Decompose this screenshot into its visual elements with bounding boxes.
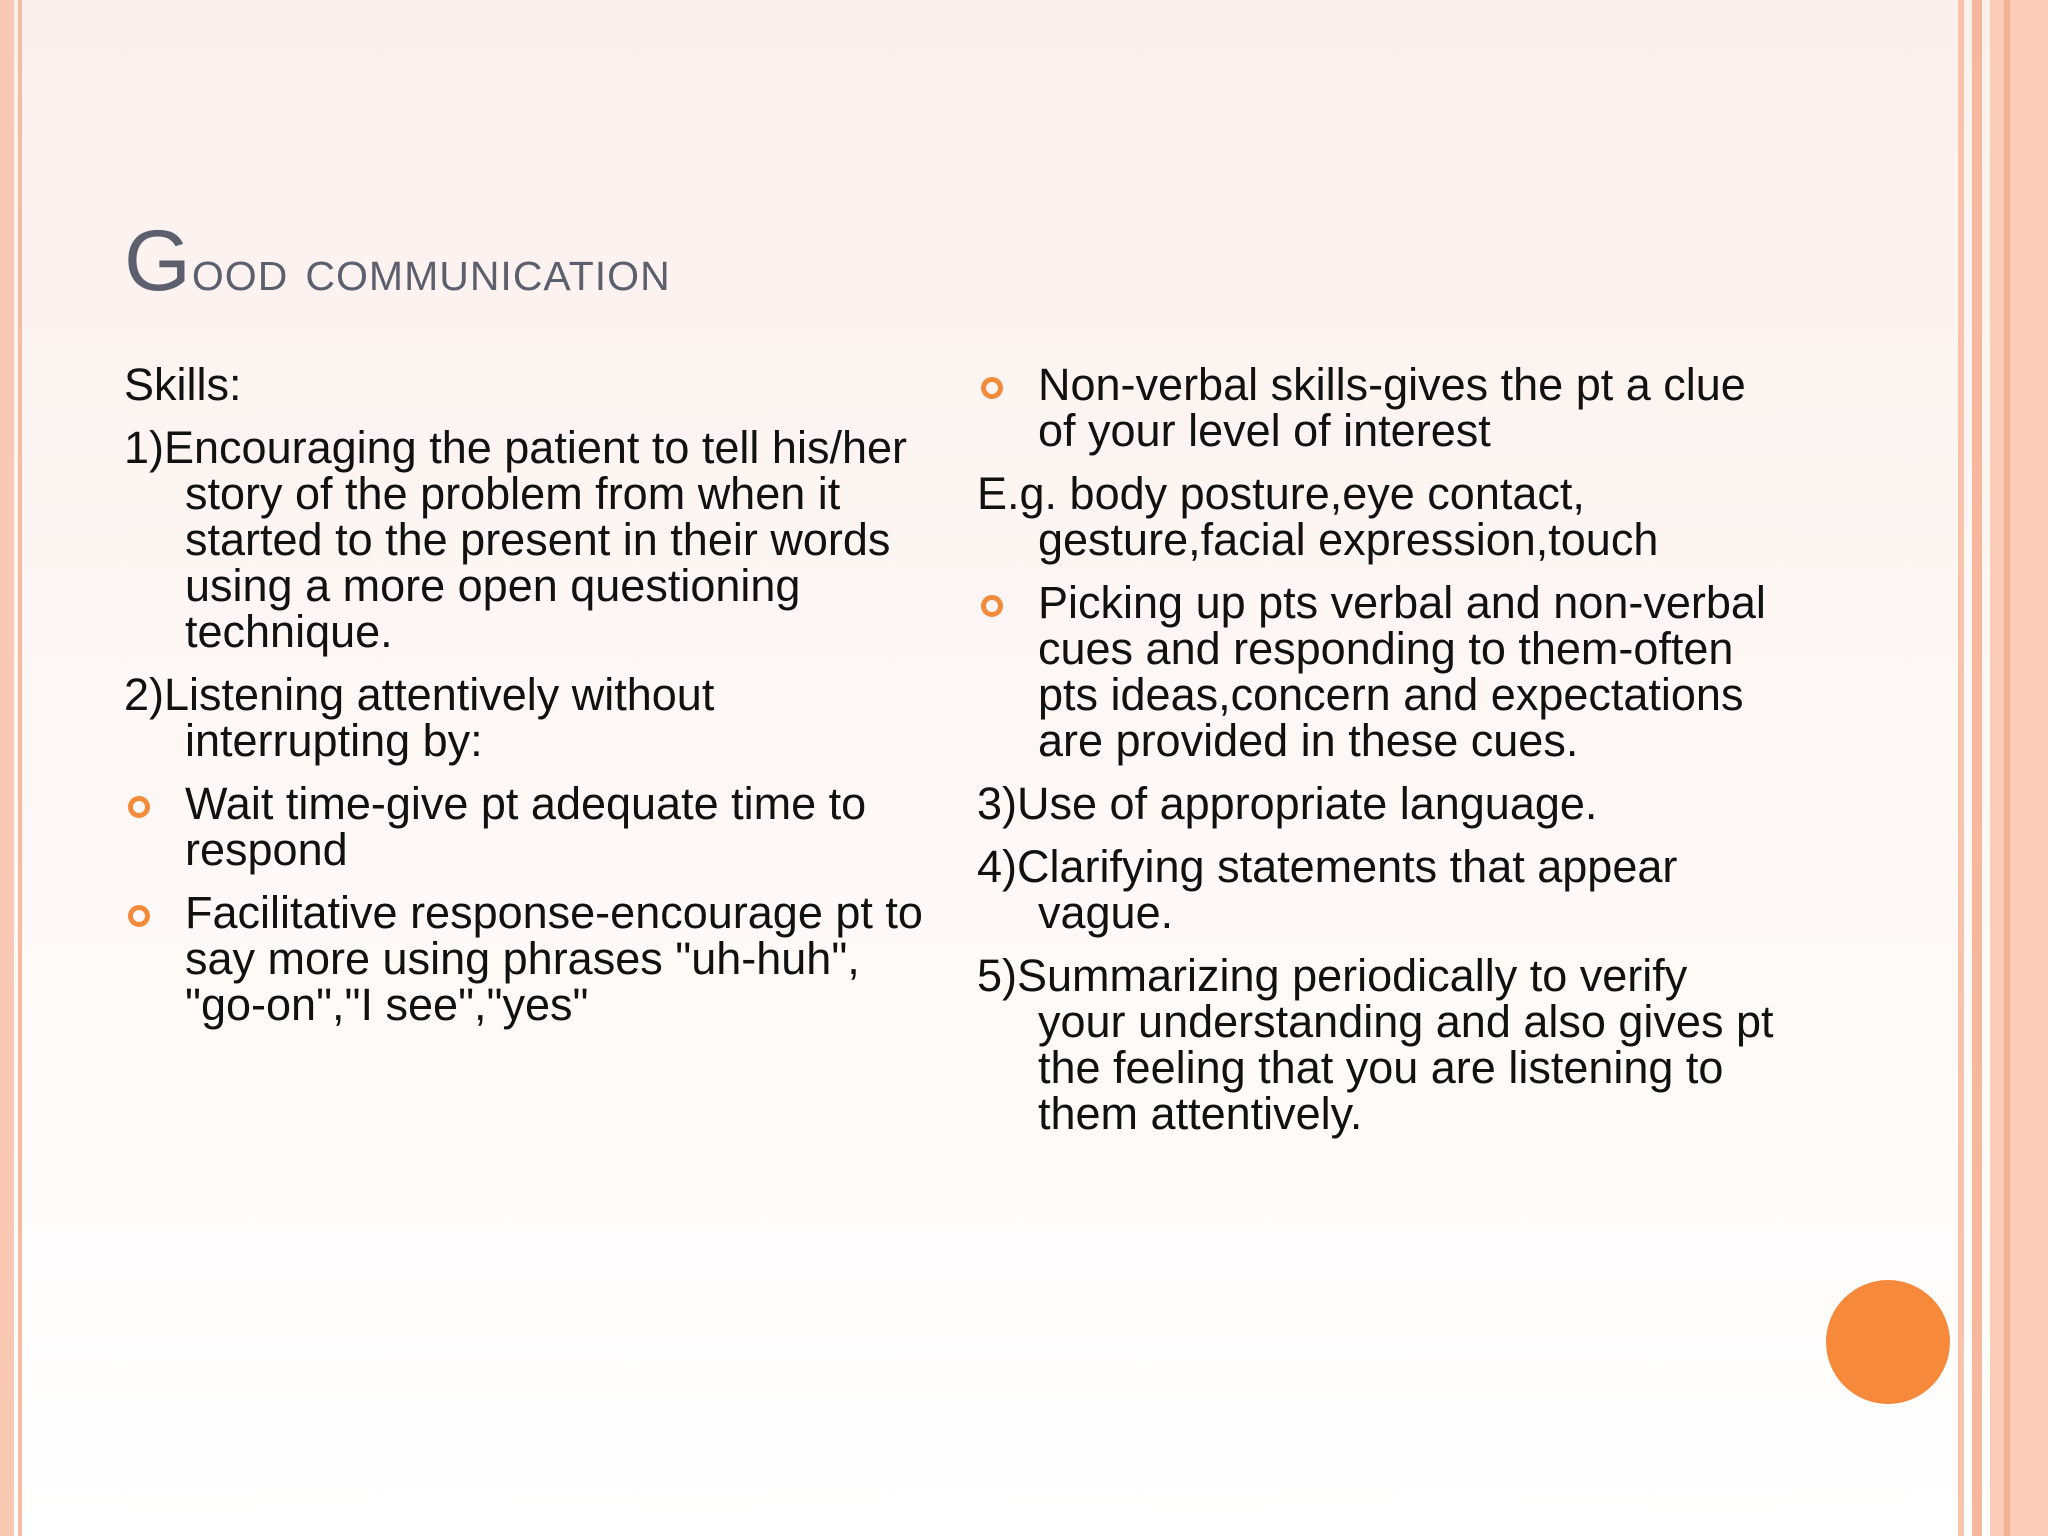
slide-title-initial: G <box>124 213 192 309</box>
right-border-stripe-accent <box>2004 0 2010 1536</box>
right-border-stripe <box>1972 0 1982 1536</box>
bullet-ring-icon <box>128 796 150 818</box>
bullet-text: Wait time-give pt adequate time to respond <box>185 778 867 875</box>
skills-label: Skills: <box>124 359 242 410</box>
bullet-item <box>977 577 1777 766</box>
bullet-text: Non-verbal skills-gives the pt a clue of your level of interest <box>1038 359 1746 456</box>
slide-title <box>124 212 671 311</box>
right-column <box>977 359 1777 1154</box>
example-text: E.g. body posture,eye contact, gesture,facial expression,touch <box>977 468 1659 565</box>
bullet-ring-icon <box>981 377 1003 399</box>
bullet-ring-icon <box>981 595 1003 617</box>
bullet-text: Facilitative response-encourage pt to say more using phrases "uh-huh", "go-on","I see","yes" <box>185 887 923 1030</box>
bullet-item <box>124 887 924 1030</box>
slide-title-rest: ood communication <box>191 238 671 303</box>
bullet-ring-icon <box>128 905 150 927</box>
skill-item-2: 2)Listening attentively without interrupting by: <box>124 669 715 766</box>
bullet-item <box>977 359 1777 456</box>
skill-item-1: 1)Encouraging the patient to tell his/her story of the problem from when it started to the present in their words using a more open questioning technique. <box>124 422 907 657</box>
left-border-stripe <box>0 0 14 1536</box>
skill-item-3: 3)Use of appropriate language. <box>977 778 1598 829</box>
skill-item-4: 4)Clarifying statements that appear vague. <box>977 841 1678 938</box>
right-border-stripe-thin <box>1958 0 1964 1536</box>
bullet-text: Picking up pts verbal and non-verbal cues and responding to them-often pts ideas,concern and expectations are provided in these cues. <box>1038 577 1766 766</box>
left-border-stripe-thin <box>18 0 22 1536</box>
orange-circle-decoration <box>1826 1280 1950 1404</box>
skill-item-5: 5)Summarizing periodically to verify your understanding and also gives pt the feeling that you are listening to them attentively. <box>977 950 1774 1139</box>
right-border-stripe-wide <box>1990 0 2048 1536</box>
bullet-item <box>124 778 924 875</box>
left-column <box>124 359 924 1045</box>
